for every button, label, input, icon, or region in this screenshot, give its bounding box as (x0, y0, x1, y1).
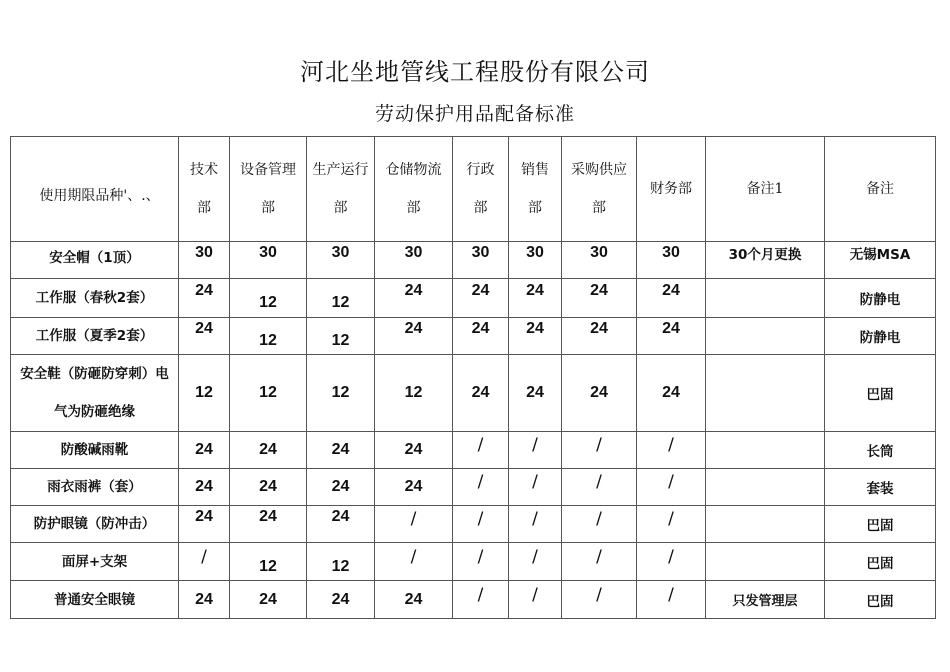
value-text: / (201, 546, 207, 567)
item-name-cell: 面屏+支架 (11, 543, 179, 581)
value-text: 30 (526, 244, 544, 261)
value-text: 24 (195, 441, 213, 458)
value-text: / (532, 509, 538, 529)
remark-text: 无锡MSA (849, 247, 911, 263)
remark-cell (825, 355, 936, 432)
remark-1-cell (706, 432, 825, 469)
value-text: 24 (331, 590, 350, 608)
value-cell (562, 543, 637, 581)
table-row (11, 242, 936, 279)
value-text: / (477, 509, 484, 529)
value-text: 30 (662, 244, 680, 261)
value-cell (637, 506, 706, 543)
value-text: 24 (259, 478, 277, 495)
value-text: 24 (526, 320, 544, 337)
value-cell (453, 543, 509, 581)
value-cell (637, 581, 706, 619)
remark-cell (825, 242, 936, 279)
document-title: 河北坐地管线工程股份有限公司 (300, 58, 650, 86)
value-text: / (477, 472, 484, 492)
value-cell (375, 432, 453, 469)
value-cell (307, 432, 375, 469)
remark-1-cell (706, 581, 825, 619)
value-text: 24 (471, 384, 490, 401)
value-cell (179, 432, 230, 469)
value-cell (307, 318, 375, 355)
value-cell (375, 279, 453, 318)
value-text: 24 (259, 590, 277, 608)
value-cell (562, 432, 637, 469)
remark-cell (825, 581, 936, 619)
value-text: 30 (590, 244, 608, 261)
value-cell (637, 279, 706, 318)
value-cell (375, 469, 453, 506)
value-cell (562, 242, 637, 279)
value-text: / (668, 472, 674, 492)
item-name-cell: 防酸碱雨靴 (11, 432, 179, 469)
header-purchasing-dept: 采购供应部 (562, 137, 637, 242)
value-cell (562, 279, 637, 318)
header-finance-dept: 财务部 (637, 137, 706, 242)
value-text: / (477, 546, 484, 567)
value-text: / (532, 435, 538, 455)
value-text: 24 (590, 282, 608, 299)
value-text: 24 (331, 508, 350, 525)
remark-1-text: 只发管理层 (732, 594, 798, 609)
value-text: 24 (259, 441, 277, 458)
header-remark-1: 备注1 (706, 137, 825, 242)
value-text: 24 (331, 441, 350, 458)
value-cell (375, 581, 453, 619)
value-cell (179, 543, 230, 581)
value-text: / (477, 435, 484, 455)
remark-1-cell (706, 506, 825, 543)
value-text: 24 (259, 508, 277, 525)
value-text: 24 (404, 282, 423, 299)
value-text: / (410, 509, 417, 529)
value-cell (375, 242, 453, 279)
remark-text: 防静电 (859, 330, 901, 346)
table-row (11, 318, 936, 355)
value-text: 24 (404, 441, 423, 458)
value-text: 24 (404, 478, 423, 495)
remark-1-cell (706, 242, 825, 279)
value-cell (637, 355, 706, 432)
value-text: 12 (259, 557, 277, 575)
value-cell (375, 318, 453, 355)
remark-1-cell (706, 279, 825, 318)
item-name-cell: 工作服（夏季2套） (11, 318, 179, 355)
header-production-dept: 生产运行部 (307, 137, 375, 242)
value-text: 24 (195, 508, 213, 525)
value-cell (375, 506, 453, 543)
header-admin-dept: 行政部 (453, 137, 509, 242)
value-text: 24 (404, 590, 423, 608)
item-name-cell: 防护眼镜（防冲击） (11, 506, 179, 543)
value-cell (307, 506, 375, 543)
value-text: 24 (195, 282, 213, 299)
value-cell (307, 469, 375, 506)
value-cell (562, 318, 637, 355)
value-text: 24 (590, 384, 608, 401)
value-text: 24 (471, 320, 490, 337)
table-row (11, 543, 936, 581)
remark-1-cell (706, 543, 825, 581)
remark-1-cell (706, 469, 825, 506)
value-text: 24 (662, 282, 680, 299)
value-text: / (668, 435, 674, 455)
value-cell (562, 581, 637, 619)
value-cell (230, 506, 307, 543)
table-row (11, 432, 936, 469)
value-text: / (596, 435, 602, 455)
value-cell (230, 469, 307, 506)
document-subtitle: 劳动保护用品配备标准 (374, 103, 575, 125)
value-cell (562, 469, 637, 506)
value-text: 30 (195, 244, 213, 261)
value-cell (453, 581, 509, 619)
value-text: 24 (662, 384, 680, 401)
value-cell (637, 318, 706, 355)
value-text: 24 (590, 320, 608, 337)
value-cell (307, 581, 375, 619)
value-text: 12 (259, 294, 277, 311)
value-text: 24 (195, 320, 213, 337)
value-cell (453, 506, 509, 543)
value-cell (307, 355, 375, 432)
value-cell (453, 432, 509, 469)
value-text: 12 (404, 384, 423, 401)
value-text: / (596, 546, 602, 567)
ppe-standard-table (10, 136, 936, 619)
value-cell (509, 242, 562, 279)
table-header-row (11, 137, 936, 242)
item-name-cell: 安全帽（1顶） (11, 242, 179, 279)
value-text: / (477, 584, 484, 605)
value-cell (509, 506, 562, 543)
value-text: / (596, 472, 602, 492)
header-sales-dept: 销售部 (509, 137, 562, 242)
table-row (11, 469, 936, 506)
value-text: / (596, 584, 602, 605)
value-cell (230, 318, 307, 355)
value-cell (509, 355, 562, 432)
value-cell (230, 581, 307, 619)
remark-text: 套装 (866, 481, 894, 497)
table-row (11, 581, 936, 619)
value-cell (230, 355, 307, 432)
remark-text: 防静电 (859, 292, 901, 308)
value-text: / (532, 472, 538, 492)
value-cell (179, 318, 230, 355)
value-text: / (668, 546, 674, 567)
value-text: 24 (471, 282, 490, 299)
value-cell (453, 469, 509, 506)
value-cell (562, 355, 637, 432)
value-cell (375, 355, 453, 432)
value-text: 24 (195, 590, 213, 608)
value-cell (179, 355, 230, 432)
value-cell (637, 543, 706, 581)
remark-text: 巴固 (866, 387, 894, 403)
value-cell (307, 242, 375, 279)
header-equipment-dept: 设备管理部 (230, 137, 307, 242)
value-text: / (596, 509, 602, 529)
value-text: 24 (526, 282, 544, 299)
value-cell (230, 543, 307, 581)
value-cell (509, 432, 562, 469)
value-text: 12 (331, 332, 350, 349)
value-text: / (532, 546, 538, 567)
value-cell (179, 469, 230, 506)
remark-text: 巴固 (866, 518, 894, 534)
value-cell (453, 355, 509, 432)
value-cell (509, 469, 562, 506)
value-cell (562, 506, 637, 543)
remark-cell (825, 318, 936, 355)
value-text: / (668, 509, 674, 529)
remark-1-cell (706, 318, 825, 355)
value-cell (637, 432, 706, 469)
header-warehouse-dept: 仓储物流部 (375, 137, 453, 242)
value-text: 30 (404, 244, 423, 261)
value-cell (509, 581, 562, 619)
value-text: 24 (662, 320, 680, 337)
table-row (11, 506, 936, 543)
item-name-cell: 雨衣雨裤（套） (11, 469, 179, 506)
header-usage-period-item: 使用期限品种'、.、 (11, 137, 179, 242)
value-text: 12 (195, 384, 213, 401)
remark-cell (825, 469, 936, 506)
value-text: 24 (195, 478, 213, 495)
table-row (11, 355, 936, 432)
value-text: / (410, 546, 417, 567)
remark-cell (825, 279, 936, 318)
remark-text: 巴固 (866, 555, 894, 572)
value-cell (307, 543, 375, 581)
value-cell (453, 279, 509, 318)
header-remark: 备注 (825, 137, 936, 242)
value-text: 24 (331, 478, 350, 495)
value-text: 30 (471, 244, 490, 261)
value-cell (307, 279, 375, 318)
value-cell (179, 279, 230, 318)
value-text: / (668, 584, 674, 605)
value-cell (230, 242, 307, 279)
remark-1-text: 30个月更换 (728, 247, 802, 263)
value-cell (453, 318, 509, 355)
value-cell (230, 279, 307, 318)
value-text: 24 (526, 384, 544, 401)
value-text: 12 (331, 384, 350, 401)
value-text: 24 (404, 320, 423, 337)
remark-cell (825, 432, 936, 469)
value-text: 12 (331, 294, 350, 311)
value-text: 30 (259, 244, 277, 261)
value-cell (230, 432, 307, 469)
value-text: / (532, 584, 538, 605)
value-cell (637, 469, 706, 506)
item-name-cell: 普通安全眼镜 (11, 581, 179, 619)
value-text: 12 (259, 332, 277, 349)
item-name-cell: 工作服（春秋2套） (11, 279, 179, 318)
remark-1-cell (706, 355, 825, 432)
value-cell (179, 506, 230, 543)
header-technical-dept: 技术部 (179, 137, 230, 242)
remark-cell (825, 543, 936, 581)
value-cell (509, 318, 562, 355)
value-text: 12 (259, 384, 277, 401)
value-cell (453, 242, 509, 279)
remark-text: 长筒 (866, 444, 894, 460)
value-cell (637, 242, 706, 279)
value-text: 30 (331, 244, 350, 261)
table-row (11, 279, 936, 318)
value-cell (375, 543, 453, 581)
value-cell (509, 543, 562, 581)
remark-text: 巴固 (866, 593, 894, 610)
value-cell (179, 242, 230, 279)
value-text: 12 (331, 557, 350, 575)
remark-cell (825, 506, 936, 543)
item-name-cell: 安全鞋（防砸防穿刺）电气为防砸绝缘 (11, 355, 179, 432)
value-cell (179, 581, 230, 619)
value-cell (509, 279, 562, 318)
